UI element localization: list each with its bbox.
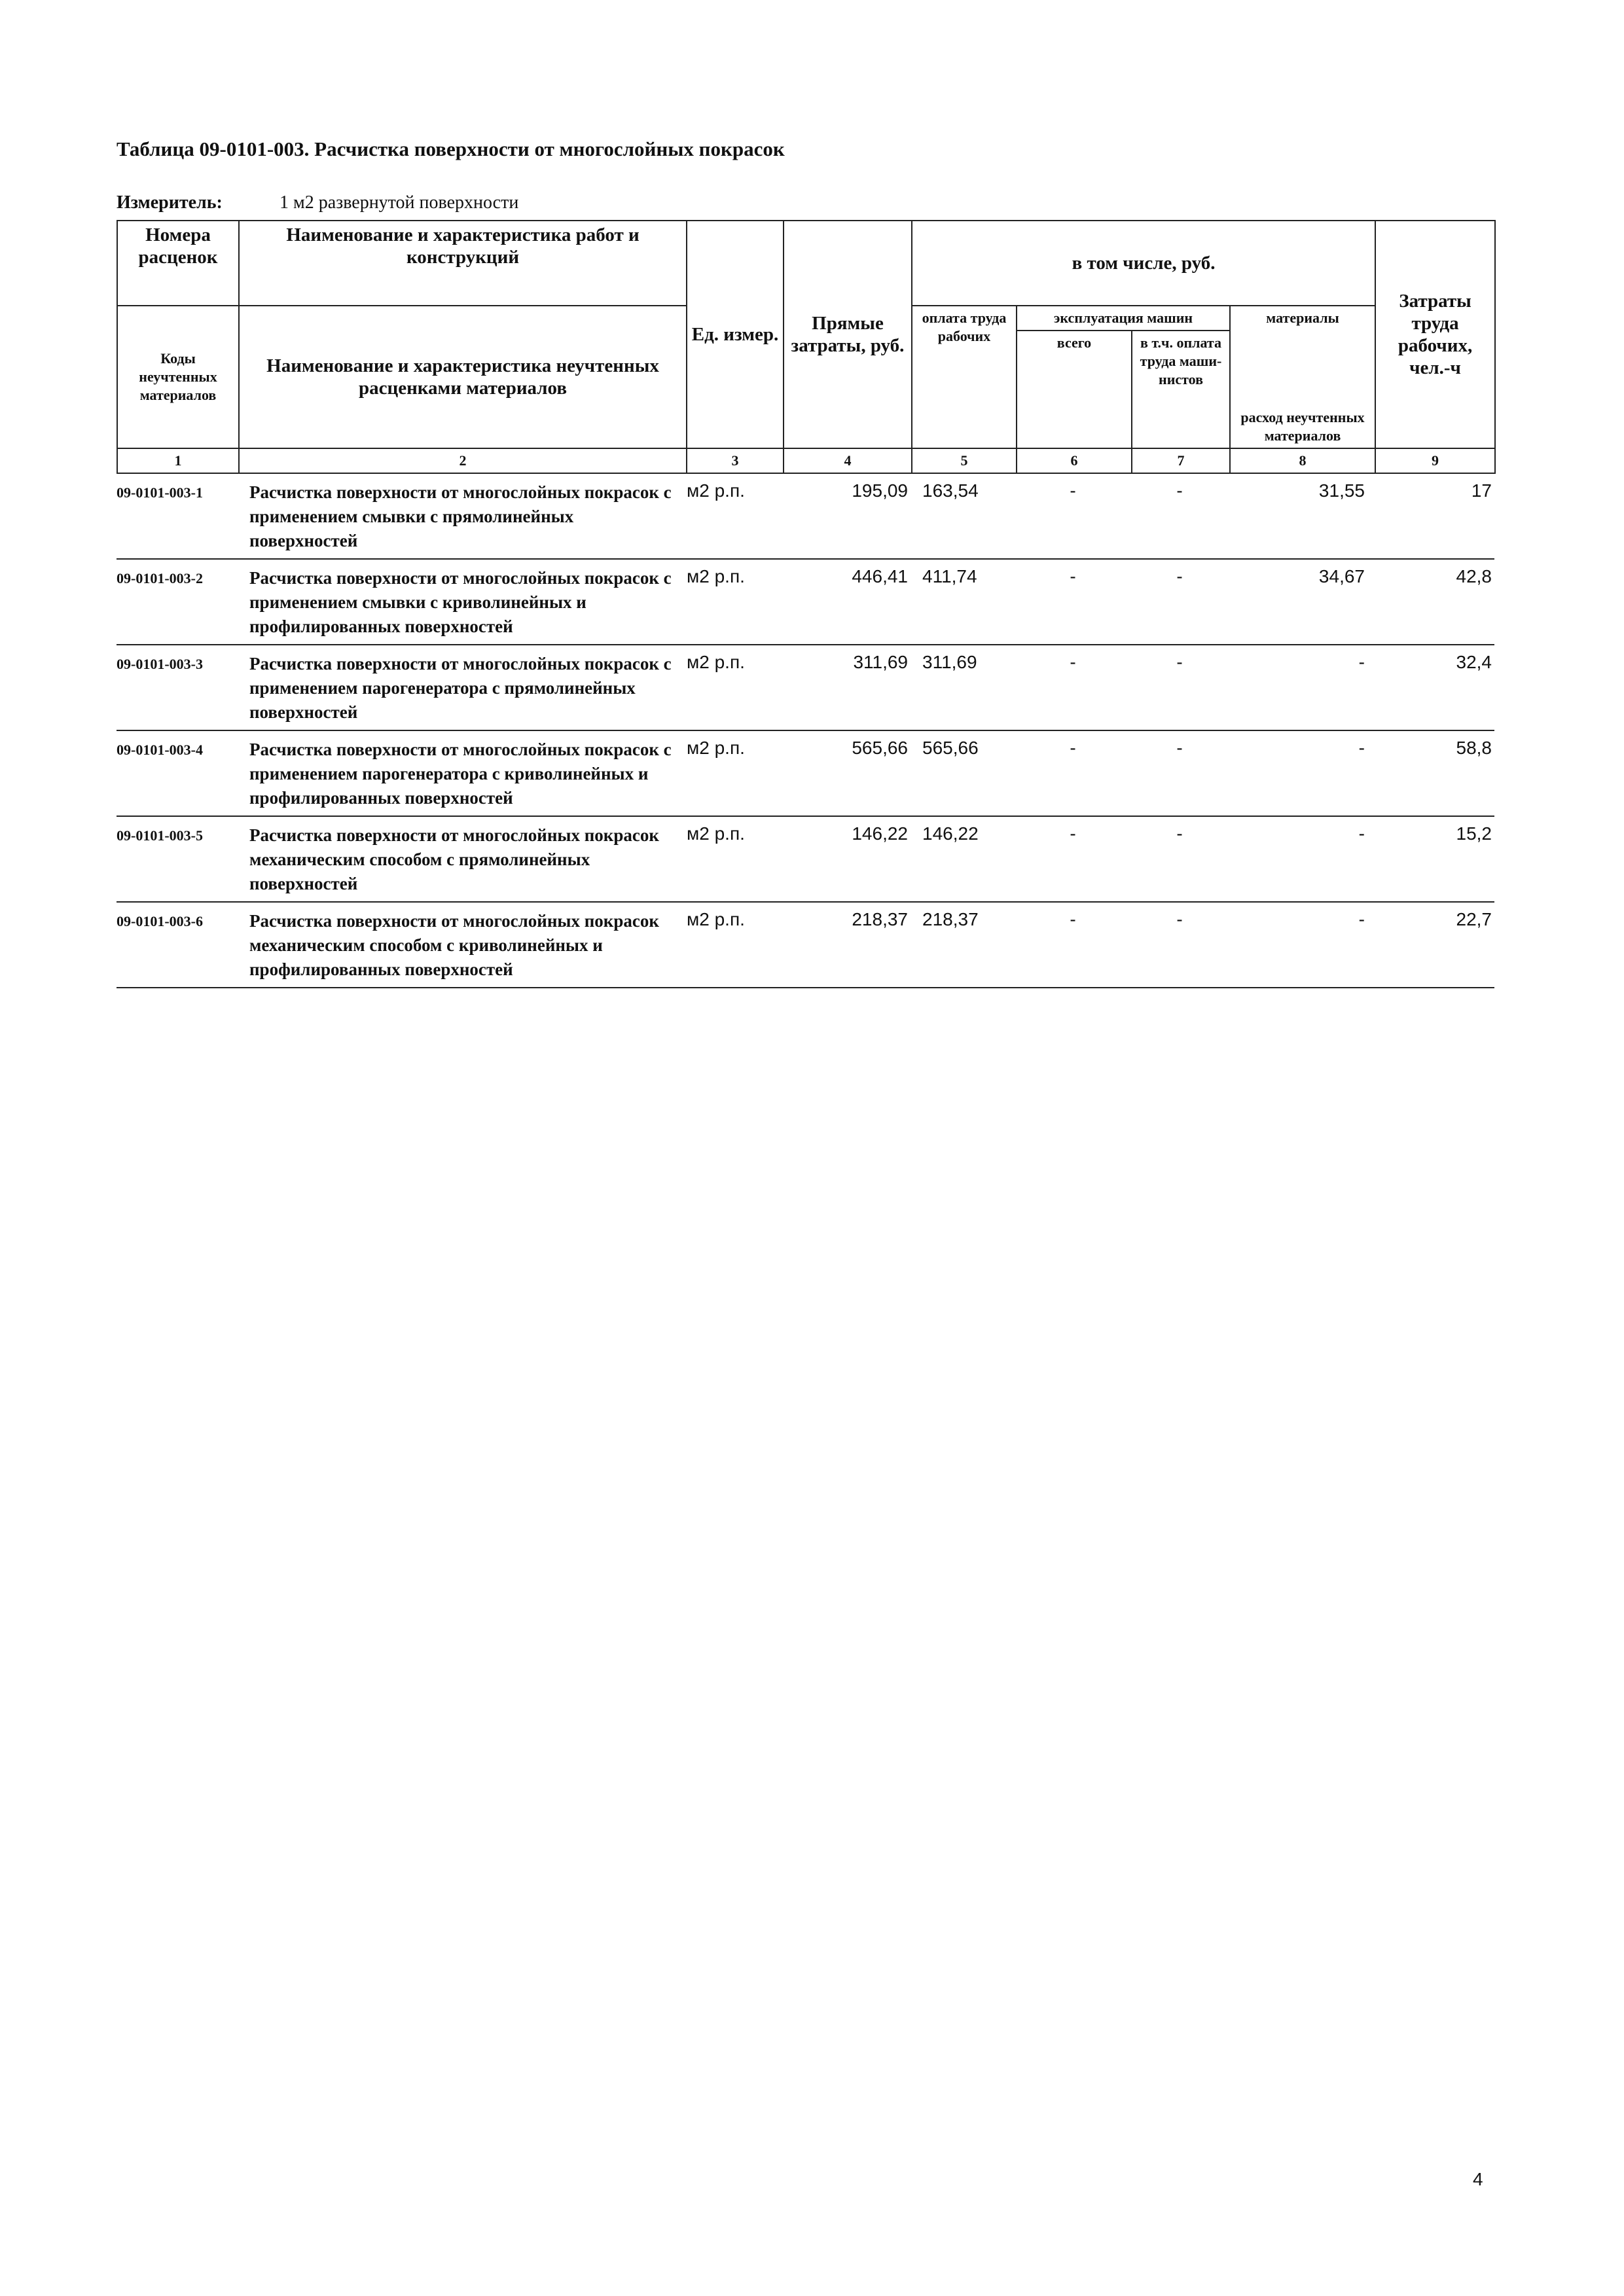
- table-header: [117, 220, 1496, 474]
- row-labor: 17: [1471, 480, 1492, 501]
- row-materials: -: [1358, 823, 1365, 844]
- header-wage: оплата труда рабочих: [912, 306, 1017, 448]
- row-labor: 15,2: [1456, 823, 1492, 844]
- row-materials: -: [1358, 652, 1365, 672]
- col-number: 4: [784, 448, 912, 473]
- row-machines-wage: -: [1176, 909, 1183, 929]
- table-row: [117, 903, 1494, 988]
- document-page: [117, 137, 1494, 988]
- header-materials-extra: расход неучтенных материалов: [1230, 331, 1375, 448]
- row-wage: 218,37: [922, 909, 979, 929]
- row-materials: -: [1358, 909, 1365, 929]
- table-row: [117, 817, 1494, 903]
- col-number: 5: [912, 448, 1017, 473]
- col-number: 8: [1230, 448, 1375, 473]
- header-direct: Прямые затраты, руб.: [784, 221, 912, 448]
- measure-value: 1 м2 развернутой поверхности: [280, 192, 519, 213]
- row-code: 09-0101-003-4: [117, 742, 203, 758]
- header-machines-total: всего: [1017, 331, 1132, 448]
- row-code: 09-0101-003-6: [117, 913, 203, 929]
- row-wage: 565,66: [922, 738, 979, 758]
- row-direct: 446,41: [852, 566, 908, 586]
- table-row: [117, 474, 1494, 560]
- row-unit: м2 р.п.: [687, 823, 745, 844]
- col-number: 2: [239, 448, 687, 473]
- header-machines: эксплуатация машин: [1017, 306, 1230, 331]
- row-unit: м2 р.п.: [687, 566, 745, 586]
- row-materials: 31,55: [1318, 480, 1365, 501]
- row-name: Расчистка поверхности от многослойных покрасок с применением парогенератора с криволинейных и профилированных поверхностей: [249, 740, 672, 808]
- row-direct: 195,09: [852, 480, 908, 501]
- row-materials: 34,67: [1318, 566, 1365, 586]
- header-name-bottom: Наименование и характеристика неучтенных расценками материалов: [239, 306, 687, 448]
- row-wage: 411,74: [922, 566, 977, 586]
- row-wage: 163,54: [922, 480, 979, 501]
- table-title: Таблица 09-0101-003. Расчистка поверхности от многослойных покрасок: [117, 137, 785, 160]
- row-materials: -: [1358, 738, 1365, 758]
- row-machines: -: [1070, 823, 1076, 844]
- row-machines: -: [1070, 652, 1076, 672]
- table-row: [117, 560, 1494, 645]
- header-unit: Ед. измер.: [687, 221, 784, 448]
- table-row: [117, 645, 1494, 731]
- row-code: 09-0101-003-1: [117, 484, 203, 501]
- page-number: 4: [1473, 2169, 1483, 2189]
- table-body: [117, 474, 1494, 988]
- row-machines: -: [1070, 909, 1076, 929]
- col-number: 7: [1132, 448, 1230, 473]
- row-code: 09-0101-003-5: [117, 827, 203, 844]
- row-labor: 32,4: [1456, 652, 1492, 672]
- row-name: Расчистка поверхности от многослойных покрасок с применением смывки с криволинейных и профилированных поверхностей: [249, 568, 672, 636]
- row-wage: 311,69: [922, 652, 977, 672]
- table-row: [117, 731, 1494, 817]
- row-code: 09-0101-003-2: [117, 570, 203, 586]
- row-machines-wage: -: [1176, 823, 1183, 844]
- row-code: 09-0101-003-3: [117, 656, 203, 672]
- header-machines-wage: в т.ч. оплата труда маши- нистов: [1132, 331, 1230, 448]
- measure-label: Измеритель:: [117, 192, 223, 213]
- header-labor: Затраты труда рабочих, чел.-ч: [1375, 221, 1495, 448]
- row-machines-wage: -: [1176, 652, 1183, 672]
- col-number: 3: [687, 448, 784, 473]
- header-codes-bottom: Коды неучтенных материалов: [117, 306, 239, 448]
- row-machines: -: [1070, 480, 1076, 501]
- header-codes-top: Номера расценок: [117, 221, 239, 306]
- row-unit: м2 р.п.: [687, 909, 745, 929]
- row-name: Расчистка поверхности от многослойных покрасок механическим способом с криволинейных и профилированных поверхностей: [249, 911, 659, 979]
- header-incl: в том числе, руб.: [912, 221, 1375, 306]
- col-number: 6: [1017, 448, 1132, 473]
- row-machines: -: [1070, 566, 1076, 586]
- row-machines-wage: -: [1176, 566, 1183, 586]
- row-unit: м2 р.п.: [687, 738, 745, 758]
- header-name-top: Наименование и характеристика работ и конструкций: [239, 221, 687, 306]
- row-labor: 42,8: [1456, 566, 1492, 586]
- row-unit: м2 р.п.: [687, 652, 745, 672]
- row-machines: -: [1070, 738, 1076, 758]
- row-name: Расчистка поверхности от многослойных покрасок механическим способом с прямолинейных поверхностей: [249, 825, 659, 893]
- measure-line: [117, 192, 1494, 213]
- row-machines-wage: -: [1176, 480, 1183, 501]
- row-labor: 22,7: [1456, 909, 1492, 929]
- row-machines-wage: -: [1176, 738, 1183, 758]
- row-direct: 311,69: [853, 652, 908, 672]
- row-direct: 565,66: [852, 738, 908, 758]
- row-name: Расчистка поверхности от многослойных покрасок с применением смывки с прямолинейных поверхностей: [249, 482, 672, 550]
- row-labor: 58,8: [1456, 738, 1492, 758]
- row-wage: 146,22: [922, 823, 979, 844]
- col-number: 1: [117, 448, 239, 473]
- row-direct: 146,22: [852, 823, 908, 844]
- header-materials: материалы: [1230, 306, 1375, 331]
- column-numbers-row: [117, 448, 1495, 473]
- row-unit: м2 р.п.: [687, 480, 745, 501]
- col-number: 9: [1375, 448, 1495, 473]
- row-direct: 218,37: [852, 909, 908, 929]
- row-name: Расчистка поверхности от многослойных покрасок с применением парогенератора с прямолинейных поверхностей: [249, 654, 672, 722]
